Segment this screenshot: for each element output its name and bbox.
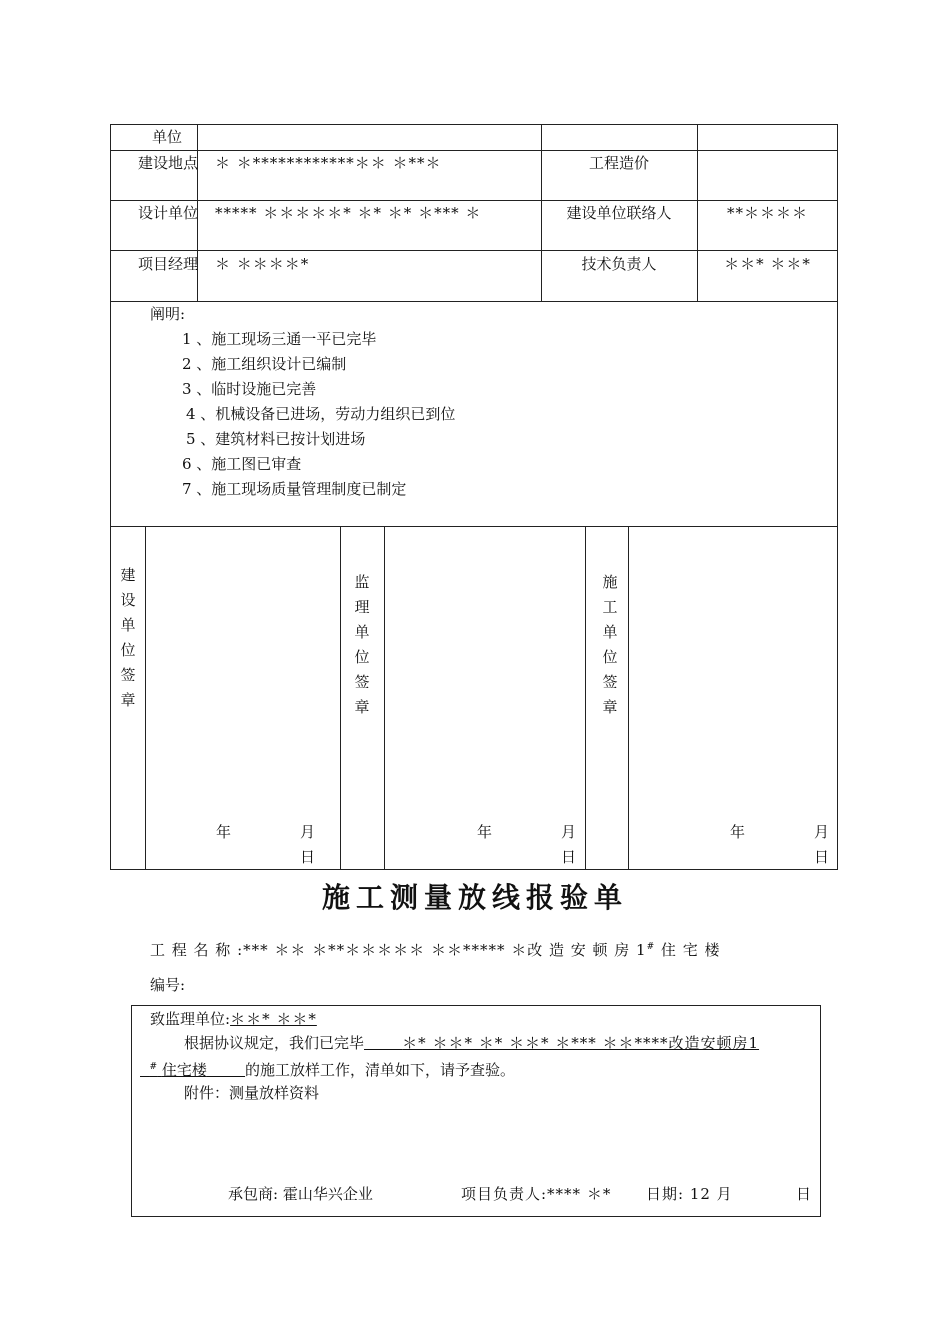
project-name-value: *** ＊＊ ＊**＊＊＊＊＊ ＊＊***** ＊改 造 安 顿 房 1 [243, 941, 647, 959]
body-prefix: 根据协议规定，我们已完毕 [184, 1034, 365, 1052]
contractor-name: 承包商: 霍山华兴企业 [228, 1185, 373, 1203]
tech-lead-label: 技术负责人 [581, 255, 657, 273]
body-work-text: ＊* ＊＊* ＊* ＊＊* ＊*** ＊＊****改造安顿房1 [402, 1034, 760, 1052]
signature-col-divider [585, 526, 586, 870]
supervisor-sign-year: 年 [477, 823, 493, 841]
contractor-sign-year: 年 [730, 823, 746, 841]
notes-heading: 阐明: [150, 305, 186, 323]
signature-col-divider [145, 526, 146, 870]
note-item: 5 、建筑材料已按计划进场 [186, 430, 366, 448]
supervisor-signature-label: 监理单位签章 [354, 573, 370, 716]
site-label: 建设地点 [137, 154, 198, 172]
project-name-sup: # [646, 942, 656, 952]
note-item: 7 、施工现场质量管理制度已制定 [182, 480, 407, 498]
to-supervisor-value: ＊＊* ＊＊* [230, 1010, 317, 1028]
owner-sign-month: 月 [300, 823, 316, 841]
project-name-line [150, 935, 720, 963]
form-number-label: 编号: [150, 976, 186, 994]
to-supervisor-line [150, 1007, 317, 1032]
note-item: 1 、施工现场三通一平已完毕 [182, 330, 377, 348]
project-manager-label: 项目经理 [137, 255, 198, 273]
note-item: 6 、施工图已审查 [182, 455, 302, 473]
page-title: 施工测量放线报验单 [321, 881, 628, 914]
form-date: 日期: 12 月 [646, 1185, 733, 1203]
owner-contact-value: **＊＊＊＊ [726, 204, 808, 222]
tech-lead-value: ＊＊* ＊＊* [724, 255, 811, 273]
cost-label: 工程造价 [588, 154, 649, 172]
unit-label: 单位 [151, 128, 182, 146]
contractor-sign-month: 月 [814, 823, 830, 841]
owner-sign-year: 年 [216, 823, 232, 841]
body-suffix: 的施工放样工作，清单如下，请予查验。 [245, 1061, 516, 1079]
contractor-signature-label: 施工单位签章 [602, 573, 618, 716]
table-row-divider [110, 250, 838, 251]
owner-signature-label: 建设单位签章 [120, 566, 136, 709]
note-item: 4 、机械设备已进场，劳动力组织已到位 [186, 405, 456, 423]
note-item: 3 、临时设施已完善 [182, 380, 317, 398]
signature-col-divider [628, 526, 629, 870]
table-row-divider [110, 301, 838, 302]
contractor-sign-day: 日 [814, 848, 830, 866]
body-work2: 住宅楼 [161, 1061, 207, 1079]
design-unit-value: ***** ＊＊＊＊＊* ＊* ＊* ＊*** ＊ [215, 204, 482, 222]
body-line-1 [184, 1031, 759, 1056]
site-value: ＊ ＊************＊＊ ＊**＊ [215, 154, 442, 172]
owner-contact-label: 建设单位联络人 [566, 204, 672, 222]
design-unit-label: 设计单位 [137, 204, 198, 222]
project-manager-value: ＊ ＊＊＊＊* [215, 255, 310, 273]
body-sup: # [149, 1062, 158, 1072]
supervisor-sign-month: 月 [561, 823, 577, 841]
signature-col-divider [384, 526, 385, 870]
body-line-2 [140, 1055, 515, 1083]
form-date-day: 日 [796, 1185, 812, 1203]
attachment-text: 附件：测量放样资料 [184, 1084, 320, 1102]
project-name-label: 工 程 名 称 : [150, 941, 244, 959]
to-supervisor-label: 致监理单位: [150, 1010, 231, 1028]
project-name-suffix: 住 宅 楼 [655, 941, 721, 959]
table-row-divider [110, 526, 838, 527]
signature-col-divider [340, 526, 341, 870]
body-work-cont [140, 1061, 245, 1079]
owner-sign-day: 日 [300, 848, 316, 866]
project-lead: 项目负责人:**** ＊* [461, 1185, 612, 1203]
body-work [364, 1034, 759, 1052]
supervisor-sign-day: 日 [561, 848, 577, 866]
note-item: 2 、施工组织设计已编制 [182, 355, 347, 373]
